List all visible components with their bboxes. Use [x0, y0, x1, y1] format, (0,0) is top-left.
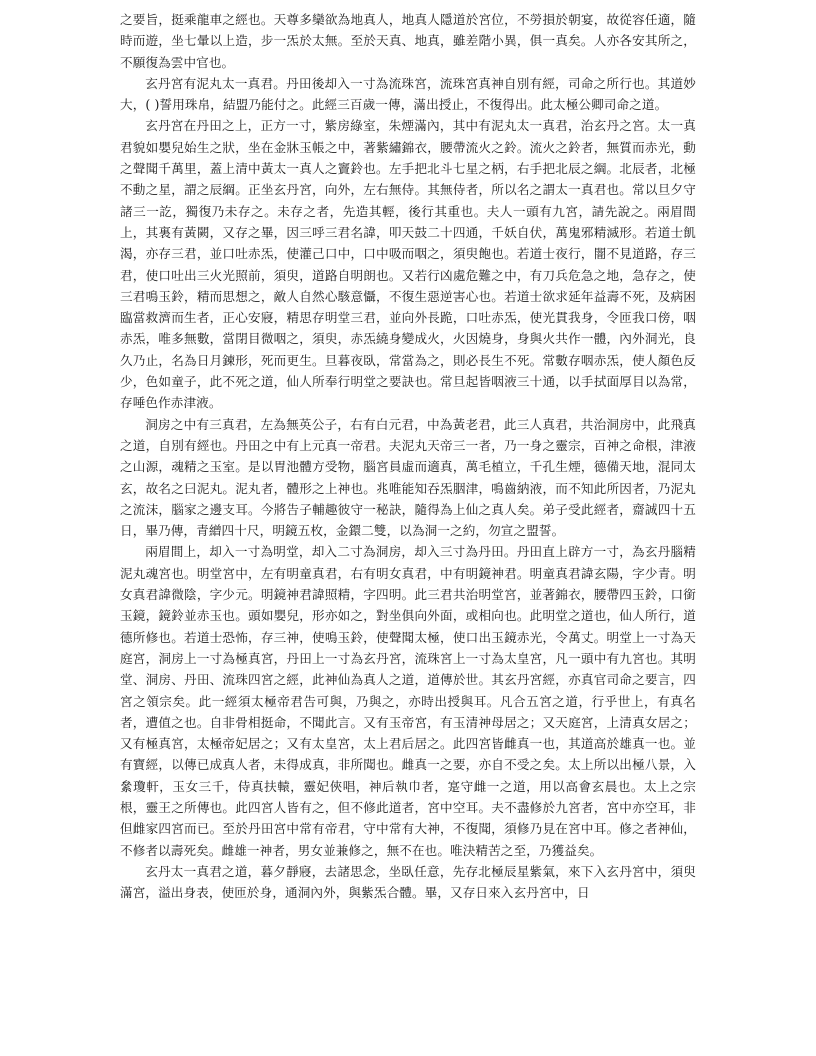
- document-page: [120, 9, 696, 903]
- paragraph-6: 玄丹太一真君之道，暮夕靜寢，去諸思念，坐臥任意，先存北極辰星紫氣，來下入玄丹宮中，須臾滿宮，溢出身表，使匝於身，通洞內外，與紫炁合體。畢，又存日來入玄丹宮中，日: [120, 863, 696, 901]
- paragraph-3: 玄丹宮在丹田之上，正方一寸，紫房綠室，朱煙滿內，其中有泥丸太一真君，治玄丹之宮。太一真君貌如嬰兒始生之狀，坐在金牀玉帳之中，著紫繡錦衣，腰帶流火之鈴。流火之鈴者，無質而赤光，動之聲聞千萬里，蓋上清中黃太一真人之竇鈴也。左手把北斗七星之柄，右手把北辰之綱。北辰者，北極不動之星，謂之辰綱。正坐玄丹宮，向外，左右無侍。其無侍者，所以名之謂太一真君也。常以旦夕守諸三一訖，獨復乃未存之。未存之者，先造其輕，後行其重也。夫人一頭有九宮，請先說之。兩眉間上，其裏有黃闕，又存之畢，因三呼三君名諱，叩天鼓二十四通，千妖自伏，萬鬼邪精滅形。若道士飢渴，亦存三君，並口吐赤炁，使灌己口中，口中吸而咽之，須臾飽也。若道士夜行，闇不見道路，存三君，使口吐出三火光照前，須臾，道路自明朗也。又若行凶處危難之中，有刀兵危急之地，急存之，使三君鳴玉鈴，精而思想之，敵人自然心駭意懾，不復生惡逆害心也。若道士欲求延年益壽不死，及病困臨當救濟而生者，正心安寢，精思存明堂三君，並向外長跪，口吐赤炁，使光貫我身，令匝我口傍，咽赤炁，唯多無數，當閉目微咽之，須臾，赤炁繞身變成火，火因燒身，身與火共作一體，內外洞光，良久乃止，名為日月鍊形，死而更生。旦暮夜臥，常當為之，則必長生不死。常數存咽赤炁，使人顏色反少，色如童子，此不死之道，仙人所奉行明堂之要訣也。常旦起皆咽液三十通，以手拭面厚目以為常，存唾色作赤津液。: [120, 118, 696, 411]
- paragraph-4: 洞房之中有三真君，左為無英公子，右有白元君，中為黃老君，此三人真君，共治洞房中，此飛真之道，自別有經也。丹田之中有上元真一帝君。夫泥丸天帝三一者，乃一身之靈宗，百神之命根，津液之山源，魂精之玉室。是以胃池體方受物，腦宮員虛而適真，萬毛植立，千孔生煙，德備天地，混同太玄，故名之曰泥丸。泥丸者，體形之上神也。兆唯能知吞炁胭津，鳴齒納液，而不知此所因者，乃泥丸之流沫，腦家之邊支耳。今將告子輔趣彼守一秘訣，隨得為上仙之真人矣。弟子受此經者，齋誠四十五日，畢乃傳，青繒四十尺，明鏡五枚，金鐶二雙，以為洞一之約，勿宣之盟誓。: [120, 416, 696, 539]
- paragraph-2: 玄丹宮有泥丸太一真君。丹田後却入一寸為流珠宮，流珠宮真神自別有經，司命之所行也。其道妙大，( )誓用珠帛，結盟乃能付之。此經三百歲一傳，滿出授止，不復得出。此太極公卿司命之道。: [120, 75, 696, 113]
- paragraph-5: 兩眉間上，却入一寸為明堂，却入二寸為洞房，却入三寸為丹田。丹田直上辟方一寸，為玄丹腦精泥丸魂宮也。明堂宮中，左有明童真君，右有明女真君，中有明鏡神君。明童真君諱玄陽，字少青。明女真君諱微陰，字少元。明鏡神君諱照精，字四明。此三君共治明堂宮，並著錦衣，腰帶四玉鈴，口銜玉鏡，鏡鈴並赤玉也。頭如嬰兒，形亦如之，對坐俱向外面，或相向也。此明堂之道也，仙人所行，道德所修也。若道士恐怖，存三神，使鳴玉鈴，使聲聞太極，使口出玉鏡赤光，令萬丈。明堂上一寸為天庭宮，洞房上一寸為極真宮，丹田上一寸為玄丹宮，流珠宮上一寸為太皇宮，凡一頭中有九宮也。其明堂、洞房、丹田、流珠四宮之經，此神仙為真人之道，道傳於世。其玄丹宮經，亦真官司命之要言，四宮之領宗矣。此一經須太極帝君告可與，乃與之，亦時出授與耳。凡合五宮之道，行乎世上，有真名者，遭值之也。自非骨相挺命，不聞此言。又有玉帝宮，有玉清神母居之；又天庭宮，上清真女居之；又有極真宮，太極帝妃居之；又有太皇宮，太上君后居之。此四宮皆雌真一也，其道高於雄真一也。並有寶經，以傳已成真人者，未得成真，非所聞也。雌真一之要，亦自不受之矣。太上所以出極八景，入絫瓊軒，玉女三千，侍真扶轅，靈妃俠唱，神后執巾者，寔守雌一之道，用以高會玄晨也。太上之宗根，靈王之所傳也。此四宮人皆有之，但不修此道者，宮中空耳。夫不盡修於九宮者，宮中亦空耳，非但雌家四宮而已。至於丹田宮中常有帝君，守中常有大神，不復聞，須修乃見在宮中耳。修之者神仙，不修者以壽死矣。雌雄一神者，男女並兼修之，無不在也。唯決精苦之至，乃獲益矣。: [120, 544, 696, 858]
- paragraph-1: 之要旨，挺乘龍車之經也。天尊多欒欲為地真人，地真人隱道於宮位，不勞損於朝宴，故從容任適，隨時而遊，坐七暈以上造，步一炁於太無。至於天真、地真，雖差階小異，俱一真矣。人亦各安其所之，不願復為雲中官也。: [120, 12, 696, 70]
